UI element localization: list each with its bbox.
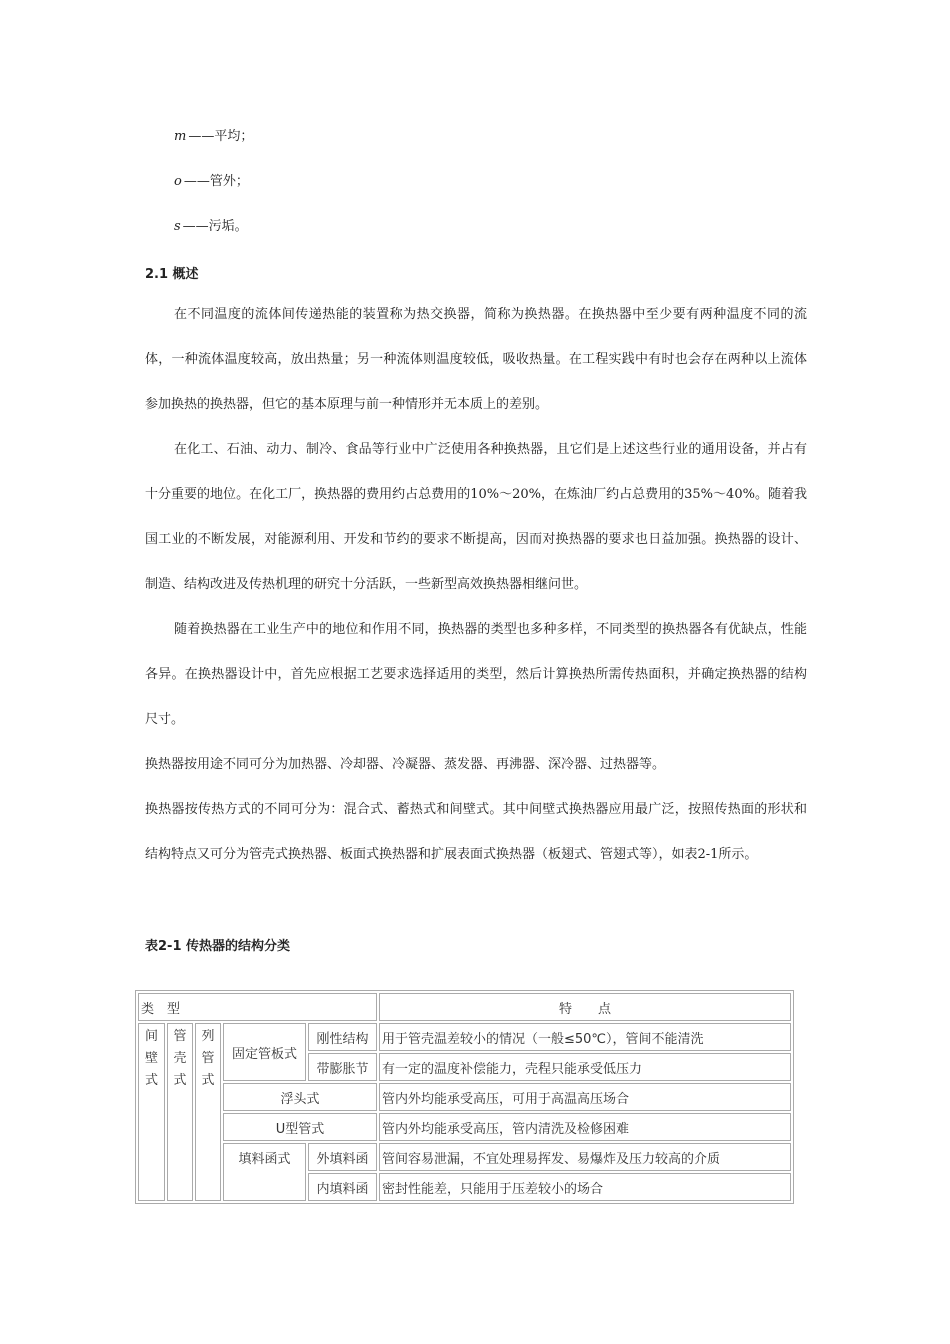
header-type: 类 型	[138, 993, 377, 1021]
table-row	[138, 1143, 791, 1171]
paragraph-3: 随着换热器在工业生产中的地位和作用不同，换热器的类型也多种多样，不同类型的换热器各有优缺点，性能各异。在换热器设计中，首先应根据工艺要求选择适用的类型，然后计算换热所需传热面积，并确定换热器的结构尺寸。	[145, 622, 807, 727]
cell-floating: 浮头式	[223, 1083, 377, 1111]
paragraph-4: 换热器按用途不同可分为加热器、冷却器、冷凝器、蒸发器、再沸器、深冷器、过热器等。	[145, 757, 666, 772]
table-caption: 表2-1 传热器的结构分类	[145, 939, 291, 954]
symbol-m-desc: ——平均；	[188, 129, 254, 144]
paragraph-1: 在不同温度的流体间传递热能的装置称为热交换器，简称为换热器。在换热器中至少要有两种温度不同的流体，一种流体温度较高，放出热量；另一种流体则温度较低，吸收热量。在工程实践中有时也会存在两种以上流体参加换热的换热器，但它的基本原理与前一种情形并无本质上的差别。	[145, 307, 807, 412]
cell-expansion-feature: 有一定的温度补偿能力，壳程只能承受低压力	[379, 1053, 791, 1081]
cell-outer-packing: 外填料函	[308, 1143, 377, 1171]
paragraph-5: 换热器按传热方式的不同可分为：混合式、蓄热式和间壁式。其中间壁式换热器应用最广泛，按照传热面的形状和结构特点又可分为管壳式换热器、板面式换热器和扩展表面式换热器（板翅式、管翅式等），如表2-1所示。	[145, 802, 807, 862]
section-heading: 2.1 概述	[145, 267, 199, 282]
table-header-row	[138, 993, 791, 1021]
cell-jianbi-text: 间 壁 式	[144, 1029, 158, 1088]
cell-fixed-plate: 固定管板式	[223, 1023, 306, 1081]
cell-u-tube-feature: 管内外均能承受高压，管内清洗及检修困难	[379, 1113, 791, 1141]
table-row	[138, 1113, 791, 1141]
cell-packing: 填料函式	[223, 1143, 306, 1201]
classification-table	[135, 990, 794, 1204]
cell-lieguan	[195, 1023, 221, 1201]
cell-inner-packing: 内填料函	[308, 1173, 377, 1201]
symbol-line-s	[174, 218, 248, 236]
cell-u-tube: U型管式	[223, 1113, 377, 1141]
cell-rigid-feature: 用于管壳温差较小的情况（一般≤50℃），管间不能清洗	[379, 1023, 791, 1051]
symbol-s: s	[174, 219, 181, 234]
cell-inner-packing-feature: 密封性能差，只能用于压差较小的场合	[379, 1173, 791, 1201]
cell-rigid: 刚性结构	[308, 1023, 377, 1051]
symbol-m: m	[174, 129, 187, 144]
cell-outer-packing-feature: 管间容易泄漏，不宜处理易挥发、易爆炸及压力较高的介质	[379, 1143, 791, 1171]
symbol-o-desc: ——管外；	[183, 174, 249, 189]
table-row	[138, 1083, 791, 1111]
cell-floating-feature: 管内外均能承受高压，可用于高温高压场合	[379, 1083, 791, 1111]
cell-jianbi	[138, 1023, 165, 1201]
cell-lieguan-text: 列管 式	[201, 1029, 215, 1088]
symbol-line-o	[174, 173, 249, 191]
symbol-s-desc: ——污垢。	[182, 219, 248, 234]
cell-guanke-text: 管 壳 式	[173, 1029, 187, 1088]
header-feature: 特 点	[379, 993, 791, 1021]
symbol-o: o	[174, 174, 182, 189]
symbol-line-m	[174, 128, 253, 146]
table-row	[138, 1023, 791, 1051]
paragraph-2: 在化工、石油、动力、制冷、食品等行业中广泛使用各种换热器，且它们是上述这些行业的通用设备，并占有十分重要的地位。在化工厂，换热器的费用约占总费用的10%～20%，在炼油厂约占总费用的35%～40%。随着我国工业的不断发展，对能源利用、开发和节约的要求不断提高，因而对换热器的要求也日益加强。换热器的设计、制造、结构改进及传热机理的研究十分活跃，一些新型高效换热器相继问世。	[145, 442, 807, 592]
cell-expansion: 带膨胀节	[308, 1053, 377, 1081]
cell-guanke	[167, 1023, 193, 1201]
